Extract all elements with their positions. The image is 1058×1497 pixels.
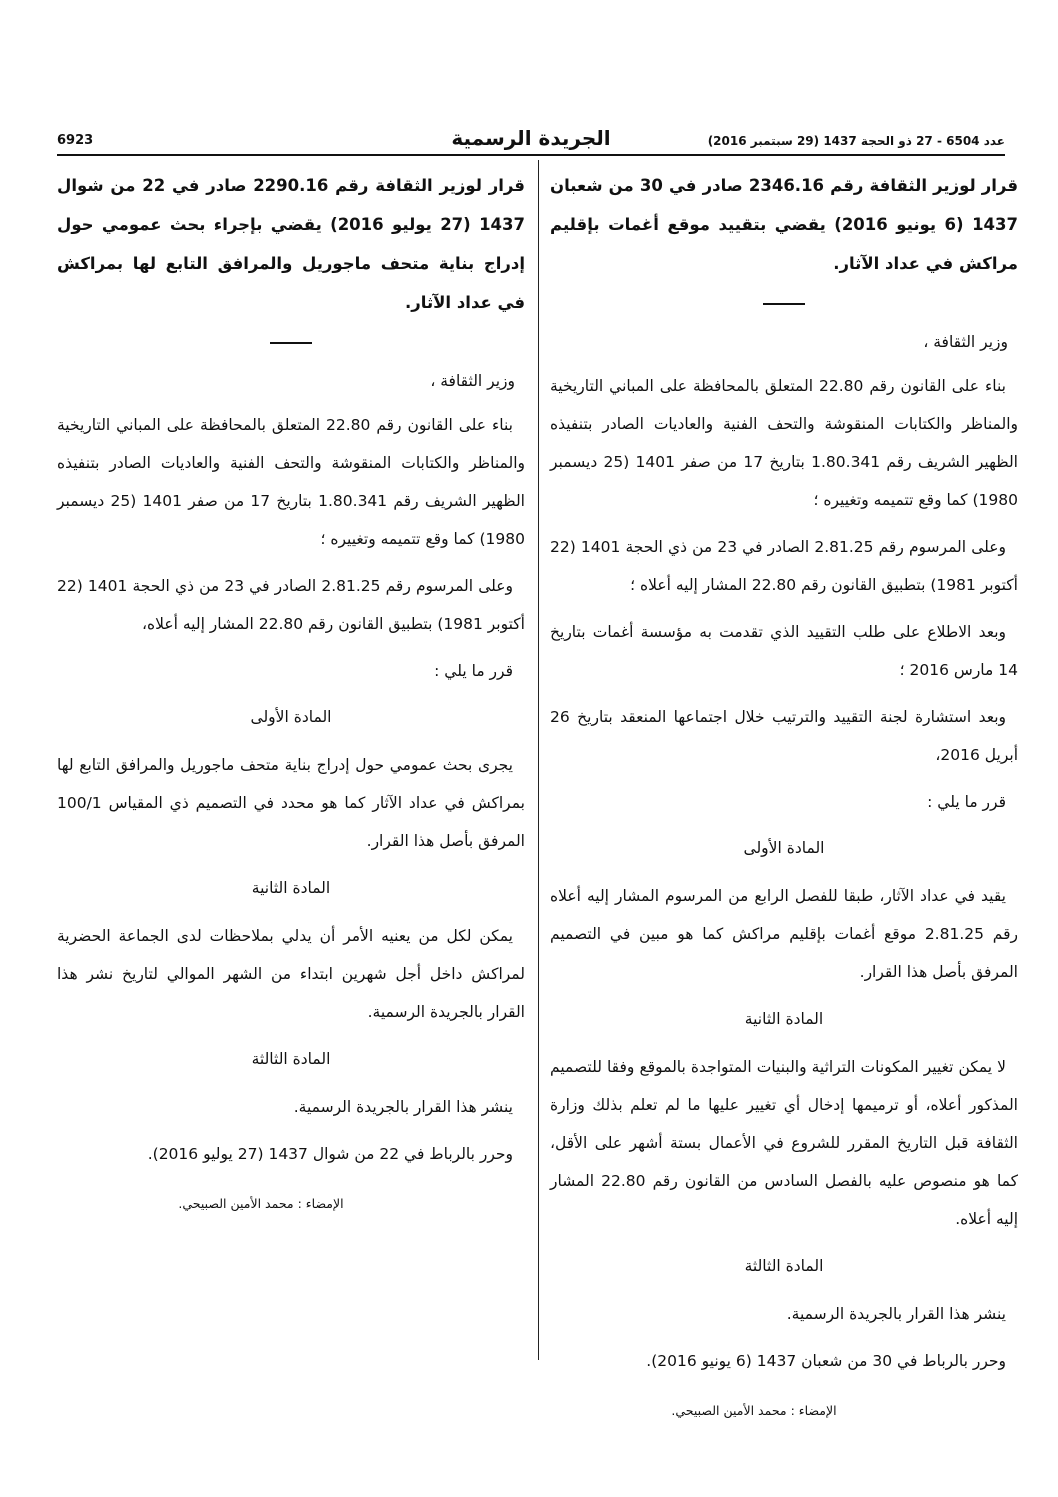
preamble-paragraph: بناء على القانون رقم 22.80 المتعلق بالمحافظة على المباني التاريخية والمناظر والكتابات المنقوشة والتحف الفنية والعاديات الصادر بتنفيذه الظهير الشريف رقم 1.80.341 بتاريخ 17 من صفر 1401 (25 ديسمبر 1980) كما وقع تتميمه وتغييره ؛ [57, 416, 525, 548]
issue-info: عدد 6504 - 27 ذو الحجة 1437 (29 سبتمبر 2016) [707, 134, 1005, 148]
decree-2290-column [57, 166, 525, 1232]
decided-line: قرر ما يلي : [434, 662, 513, 680]
decided-line: قرر ما يلي : [927, 793, 1006, 811]
preamble-paragraph: وبعد الاطلاع على طلب التقييد الذي تقدمت به مؤسسة أغمات بتاريخ 14 مارس 2016 ؛ [550, 623, 1018, 679]
article-2-text: لا يمكن تغيير المكونات التراثية والبنيات المتواجدة بالموقع وفقا للتصميم المذكور أعلاه، أو ترميمها إدخال أي تغيير عليها ما لم تعلم بذلك وزارة الثقافة قبل التاريخ المقرر للشروع في الأعمال بستة أشهر على الأقل، كما هو منصوص عليه بالفصل السادس من القانون رقم 22.80 المشار إليه أعلاه. [550, 1058, 1019, 1228]
decree-title: قرار لوزير الثقافة رقم 2346.16 صادر في 30 من شعبان 1437 (6 يونيو 2016) يقضي بتقييد موقع أغمات بإقليم مراكش في عداد الآثار. [550, 176, 1018, 273]
minister-line: وزير الثقافة ، [430, 372, 515, 390]
signature: الإمضاء : محمد الأمين الصبيحي. [671, 1403, 837, 1418]
preamble-paragraph: بناء على القانون رقم 22.80 المتعلق بالمحافظة على المباني التاريخية والمناظر والكتابات المنقوشة والتحف الفنية والعاديات الصادر بتنفيذه الظهير الشريف رقم 1.80.341 بتاريخ 17 من صفر 1401 (25 ديسمبر 1980) كما وقع تتميمه وتغييره ؛ [550, 377, 1018, 509]
article-2-text: يمكن لكل من يعنيه الأمر أن يدلي بملاحظات لدى الجماعة الحضرية لمراكش داخل أجل شهرين ابتداء من الشهر الموالي لتاريخ نشر هذا القرار بالجريدة الرسمية. [57, 927, 525, 1021]
preamble-paragraph: وعلى المرسوم رقم 2.81.25 الصادر في 23 من ذي الحجة 1401 (22 أكتوبر 1981) بتطبيق القانون رقم 22.80 المشار إليه أعلاه، [57, 577, 525, 633]
preamble-paragraph: وبعد استشارة لجنة التقييد والترتيب خلال اجتماعها المنعقد بتاريخ 26 أبريل 2016، [550, 708, 1018, 764]
decree-2346-column [550, 166, 1018, 1439]
column-divider [538, 160, 539, 1360]
page-header [57, 124, 1005, 156]
article-3-heading: المادة الثالثة [744, 1257, 824, 1275]
decree-title: قرار لوزير الثقافة رقم 2290.16 صادر في 22 من شوال 1437 (27 يوليو 2016) يقضي بإجراء بحث عمومي حول إدراج بناية متحف ماجوريل والمرافق التابع لها بمراكش في عداد الآثار. [57, 176, 525, 312]
page-number: 6923 [57, 133, 94, 148]
article-1-heading: المادة الأولى [250, 708, 332, 726]
title-separator [270, 342, 312, 344]
signature: الإمضاء : محمد الأمين الصبيحي. [178, 1196, 344, 1211]
gazette-title: الجريدة الرسمية [451, 126, 611, 150]
article-3-text: ينشر هذا القرار بالجريدة الرسمية. [786, 1305, 1006, 1323]
article-1-text: يقيد في عداد الآثار، طبقا للفصل الرابع من المرسوم المشار إليه أعلاه رقم 2.81.25 موقع أغمات بإقليم مراكش كما هو مبين في التصميم المرفق بأصل هذا القرار. [550, 887, 1018, 981]
article-3-heading: المادة الثالثة [251, 1050, 331, 1068]
article-2-heading: المادة الثانية [251, 879, 331, 897]
article-1-text: يجرى بحث عمومي حول إدراج بناية متحف ماجوريل والمرافق التابع لها بمراكش في عداد الآثار كما هو محدد في التصميم ذي المقياس 100/1 المرفق بأصل هذا القرار. [57, 756, 525, 850]
article-1-heading: المادة الأولى [743, 839, 825, 857]
preamble-paragraph: وعلى المرسوم رقم 2.81.25 الصادر في 23 من ذي الحجة 1401 (22 أكتوبر 1981) بتطبيق القانون رقم 22.80 المشار إليه أعلاه ؛ [550, 538, 1018, 594]
done-at-line: وحرر بالرباط في 22 من شوال 1437 (27 يوليو 2016). [147, 1145, 513, 1163]
title-separator [763, 303, 805, 305]
article-3-text: ينشر هذا القرار بالجريدة الرسمية. [293, 1098, 513, 1116]
done-at-line: وحرر بالرباط في 30 من شعبان 1437 (6 يونيو 2016). [646, 1352, 1006, 1370]
minister-line: وزير الثقافة ، [923, 333, 1008, 351]
article-2-heading: المادة الثانية [744, 1010, 824, 1028]
